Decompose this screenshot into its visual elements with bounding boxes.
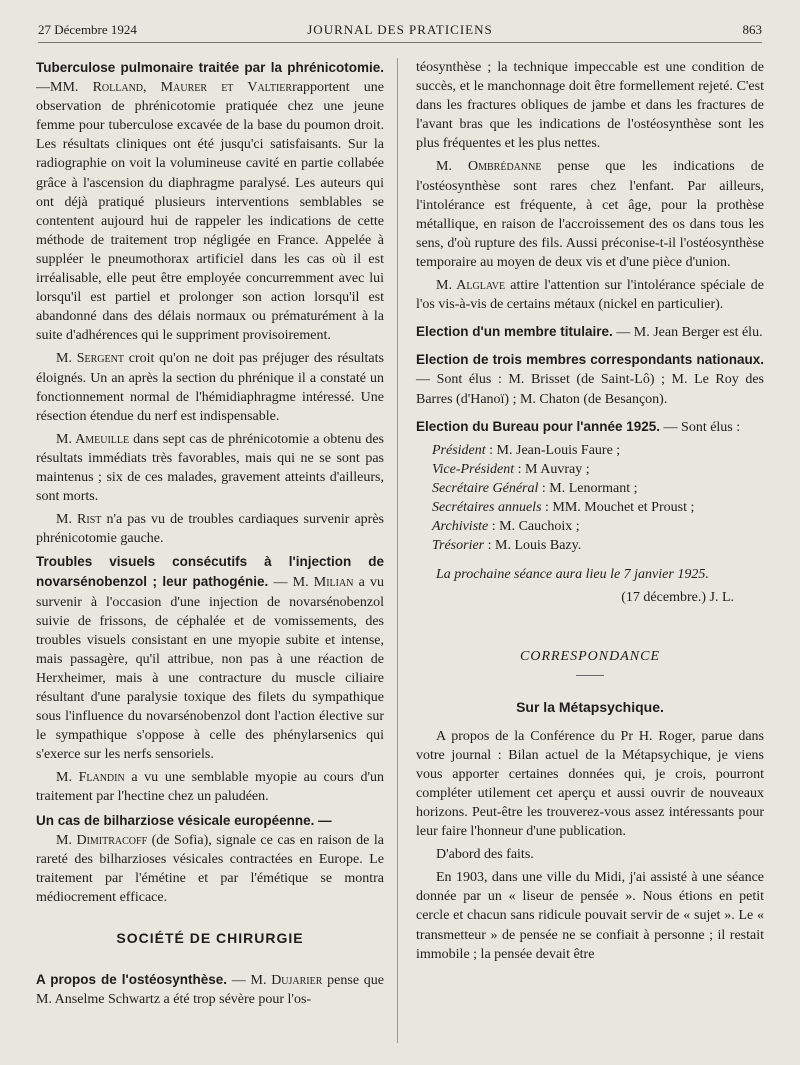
- article-title: Sur la Métapsychique.: [516, 698, 664, 715]
- paragraph-body: dans sept cas de phrénicotomie a obtenu des résultats immédiats très favorables, mais qui ne se sont pas maintenus ; six de ces malades, gravement atteints d'ailleurs, sont morts.: [36, 431, 384, 505]
- header-date: 27 Décembre 1924: [38, 22, 137, 37]
- election-correspondants: [416, 350, 764, 408]
- article-body: (de Sofia), signale ce cas en raison de la rareté des bilharzioses vésicales contractées en Europe. Le traitement par l'émétine et par l'émétique se montra médiocrement efficace.: [36, 832, 385, 905]
- article-title: Election d'un membre titulaire.: [416, 324, 613, 340]
- bureau-member: [416, 536, 764, 555]
- journal-title: JOURNAL DES PRATICIENS: [307, 22, 493, 37]
- role: Président: [432, 442, 486, 458]
- article-troubles-visuels: [36, 552, 384, 764]
- role: Trésorier: [432, 538, 485, 554]
- article-body: rapportent une observation de phrénicotomie pratiquée chez une jeune femme pour tuberculose excavée de la base du poumon droit. Les résultats cliniques ont été jusqu'ci satisfaisants. Sur la radiographie on voit la volumineuse cavité en partie collabée grâce à l'ascension du diaphragme paralysé. Les auteurs qui ont déjà pratiqué plusieurs interventions semblables se contentent aujourd hui de rappeler les indications de cette méthode de traitement trop négligée en France. Appelée à suppléer le pneumothorax artificiel dans les cas où il est irréalisable, elle peut être employée concurremment avec lui lorsqu'il est partiel et prolonger son action lorsqu'il est abandonné dans des délais normaux ou prématurément à la suite d'adhérences qui le suppriment provisoirement.: [36, 80, 384, 344]
- author-name: M. Ombrédanne: [436, 159, 542, 175]
- member-name: : M. Louis Bazy.: [487, 538, 582, 554]
- role: Archiviste: [432, 519, 489, 535]
- paragraph: téosynthèse ; la technique impeccable est une condition de succès, et le manchonnage doit être formellement rejeté. C'est dans les fractures obliques de jambe et dans les fractures de l'avant bras que les indications de l'ostéosynthèse sont les plus fréquentes et les plus nettes.: [416, 60, 764, 152]
- paragraph: [36, 768, 384, 806]
- column-divider: [397, 58, 398, 1043]
- paragraph-body: a vu une semblable myopie au cours d'un traitement par l'hectine chez un paludéen.: [36, 770, 384, 805]
- paragraph: En 1903, dans une ville du Midi, j'ai assisté à une séance donnée par un « liseur de pensée ». Nous étions en petit cercle et chacun sans ridicule pouvait servir de « sujet ». Le « transmetteur » de pensée ne se confiait à personne ; il restait immobile ; la pensée devait être: [416, 870, 764, 962]
- heading-rule: [576, 675, 604, 676]
- member-name: : M. Lenormant ;: [541, 480, 638, 496]
- article-title: Un cas de bilharziose vésicale européenne. —: [36, 812, 332, 828]
- signature: (17 décembre.) J. L.: [621, 590, 734, 606]
- article-body: — Sont élus :: [660, 419, 741, 435]
- election-titulaire: [416, 322, 764, 342]
- member-name: : M Auvray ;: [517, 461, 590, 477]
- left-column: [36, 58, 384, 1013]
- page-header: [38, 20, 762, 43]
- author-name: M. Ameuille: [56, 431, 130, 447]
- author-name: M. Rist: [56, 512, 102, 528]
- article-bilharziose: [36, 811, 384, 907]
- article-tuberculose: [36, 58, 384, 345]
- author-name: — M. Dujarier: [227, 973, 323, 989]
- role: Secrétaire Général: [432, 480, 539, 496]
- article-body: a vu survenir à l'occasion d'une injection de novarsénobenzol suivie de frissons, de céphalée et de vomissements, des troubles visuels consistant en une myopie subite et intense, mais passagère, qu'il attribue, non pas à une réaction de Herxheimer, mais à une contracture du muscle ciliaire résultant d'une paralysie toxique des filets du sympathique sous l'influence du novarsénobenzol dont l'action élective sur le sympathique s'oppose à celle des phénylarsenics qui s'exerce sur les nerfs sensoriels.: [36, 575, 385, 763]
- article-title: Troubles visuels consécutifs à l'injection de novarsénobenzol ; leur pathogénie.: [36, 554, 384, 590]
- right-column: [416, 58, 764, 968]
- article-title: A propos de l'ostéosynthèse.: [36, 972, 227, 988]
- bureau-member: [416, 517, 764, 536]
- member-name: : MM. Mouchet et Proust ;: [545, 499, 695, 515]
- page-number: 863: [742, 22, 762, 37]
- election-bureau: [416, 417, 764, 437]
- bureau-member: [416, 441, 764, 460]
- member-name: : M. Cauchoix ;: [491, 519, 580, 535]
- paragraph: A propos de la Conférence du Pr H. Roger, parue dans votre journal : Bilan actuel de la Métapsychique, je viens vous apporter certaines données qui, je crois, pourront compléter utilement cet aperçu et aussi ouvrir de nouveaux horizons. Peut-être les trouverez-vous assez intéressants pour leur faire l'honneur d'une publication.: [416, 728, 764, 840]
- member-name: : M. Jean-Louis Faure ;: [489, 442, 621, 458]
- article-body: — Sont élus : M. Brisset (de Saint-Lô) ; M. Le Roy des Barres (d'Hanoï) ; M. Chaton (de Besançon).: [416, 372, 764, 407]
- paragraph-body: croit qu'on ne doit pas préjuger des résultats éloignés. Un an après la section du phrénique il a constaté un fonctionnement normal de l'hémidiaphragme intéressé. Une résection étendue du nerf est indispensable.: [36, 351, 384, 424]
- paragraph: [416, 157, 764, 272]
- next-session: La prochaine séance aura lieu le 7 janvier 1925.: [436, 567, 709, 583]
- role: Secrétaires annuels: [432, 499, 542, 515]
- bureau-list: [416, 441, 764, 556]
- article-osteosynthese: [36, 970, 384, 1009]
- article-title: Tuberculose pulmonaire traitée par la phrénicotomie.: [36, 60, 384, 75]
- bureau-member: [416, 479, 764, 498]
- section-heading: SOCIÉTÉ DE CHIRURGIE: [116, 930, 304, 947]
- bureau-member: [416, 498, 764, 517]
- author-name: M. Dimitracoff: [56, 832, 148, 848]
- paragraph-body: n'a pas vu de troubles cardiaques survenir après phrénicotomie gauche.: [36, 512, 384, 547]
- correspondance-heading: CORRESPONDANCE: [520, 649, 660, 665]
- author-name: M. Alglave: [436, 278, 506, 294]
- paragraph-body: pense que les indications de l'ostéosynthèse sont rares chez l'enfant. Par ailleurs, l'intolérance est fréquente, à cet âge, pour la prothèse métallique, en raison de l'accroissement des os dans tous les sens, d'où rupture des fils. Aussi préconise-t-il l'ostéosynthèse temporaire au moyen de deux vis et d'une pièce d'union.: [416, 159, 764, 270]
- article-title: Election de trois membres correspondants nationaux.: [416, 352, 764, 368]
- bureau-member: [416, 460, 764, 479]
- author-name: M. Sergent: [56, 351, 124, 367]
- paragraph: [36, 430, 384, 506]
- article-title: Election du Bureau pour l'année 1925.: [416, 418, 661, 434]
- authors: —MM. Rolland, Maurer et Valtier: [36, 80, 293, 96]
- article-body: — M. Jean Berger est élu.: [612, 325, 763, 341]
- paragraph: [36, 349, 384, 425]
- paragraph-body: attire l'attention sur l'intolérance spéciale de l'os vis-à-vis de certains métaux (nickel en particulier).: [416, 278, 764, 313]
- author-name: — M. Milian: [268, 575, 354, 591]
- paragraph: [416, 276, 764, 314]
- author-name: M. Flandin: [56, 770, 125, 786]
- article-body: pense que M. Anselme Schwartz a été trop sévère pour l'os-: [36, 973, 385, 1008]
- role: Vice-Président: [432, 461, 515, 477]
- paragraph: [36, 510, 384, 548]
- paragraph: D'abord des faits.: [436, 847, 534, 863]
